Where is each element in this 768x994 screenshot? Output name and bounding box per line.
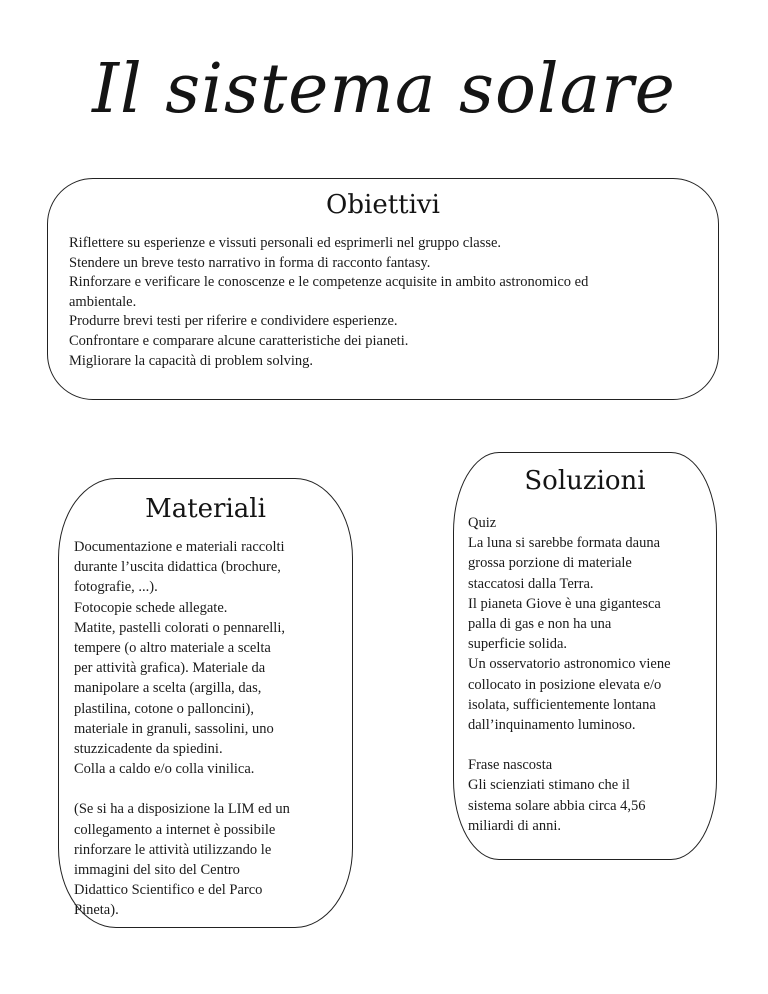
materiali-note-line: collegamento a internet è possibile [74, 821, 276, 838]
materiali-line: per attività grafica). Materiale da [74, 660, 266, 677]
materiali-note-line: Didattico Scientifico e del Parco [74, 882, 263, 899]
materiali-heading: Materiali [145, 494, 266, 524]
materiali-note-line: rinforzare le attività utilizzando le [74, 841, 272, 858]
materiali-line: Colla a caldo e/o colla vinilica. [74, 761, 255, 778]
obiettivi-line: ambientale. [69, 293, 137, 310]
materiali-line: Matite, pastelli colorati o pennarelli, [74, 619, 285, 636]
obiettivi-line: Confrontare e comparare alcune caratteristiche dei pianeti. [69, 332, 409, 349]
quiz-line: palla di gas e non ha una [468, 616, 612, 633]
quiz-line: Un osservatorio astronomico viene [468, 656, 671, 673]
materiali-note-line: immagini del sito del Centro [74, 862, 240, 879]
obiettivi-line: Produrre brevi testi per riferire e condividere esperienze. [69, 313, 398, 330]
paragraph-gap [74, 779, 290, 799]
materiali-line: materiale in granuli, sassolini, uno [74, 720, 274, 737]
obiettivi-line: Migliorare la capacità di problem solving. [69, 352, 314, 369]
materiali-note-line: (Se si ha a disposizione la LIM ed un [74, 801, 290, 818]
quiz-line: dall’inquinamento luminoso. [468, 717, 636, 734]
materiali-line: tempere (o altro materiale a scelta [74, 640, 271, 657]
materiali-box [58, 478, 353, 928]
frase-line: Gli scienziati stimano che il [468, 777, 630, 794]
quiz-line: grossa porzione di materiale [468, 555, 632, 572]
quiz-line: La luna si sarebbe formata dauna [468, 535, 661, 552]
soluzioni-heading: Soluzioni [524, 466, 646, 496]
materiali-line: plastilina, cotone o palloncini), [74, 700, 254, 717]
materiali-note-line: Pineta). [74, 902, 119, 919]
obiettivi-line: Stendere un breve testo narrativo in forma di racconto fantasy. [69, 254, 431, 271]
materiali-list [74, 537, 290, 921]
obiettivi-line: Riflettere su esperienze e vissuti personali ed esprimerli nel gruppo classe. [69, 235, 502, 251]
quiz-label: Quiz [468, 515, 497, 531]
materiali-line: durante l’uscita didattica (brochure, [74, 559, 281, 576]
frase-line: miliardi di anni. [468, 817, 562, 834]
quiz-line: superficie solida. [468, 636, 568, 653]
materiali-line: Fotocopie schede allegate. [74, 599, 228, 616]
frase-label: Frase nascosta [468, 757, 553, 774]
frase-line: sistema solare abbia circa 4,56 [468, 797, 646, 814]
materiali-line: fotografie, ...). [74, 579, 158, 596]
materiali-line: manipolare a scelta (argilla, das, [74, 680, 262, 697]
quiz-line: staccatosi dalla Terra. [468, 575, 594, 592]
obiettivi-line: Rinforzare e verificare le conoscenze e le competenze acquisite in ambito astronomico ed [69, 274, 589, 291]
materiali-line: Documentazione e materiali raccolti [74, 539, 285, 555]
quiz-line: isolata, sufficientemente lontana [468, 696, 656, 713]
page-title: Il sistema solare [92, 50, 676, 129]
soluzioni-box [453, 452, 717, 860]
obiettivi-list [69, 234, 588, 371]
quiz-line: collocato in posizione elevata e/o [468, 676, 662, 693]
quiz-line: Il pianeta Giove è una gigantesca [468, 595, 661, 612]
obiettivi-box [47, 178, 719, 400]
paragraph-gap [468, 735, 671, 755]
soluzioni-list [468, 513, 671, 836]
materiali-line: stuzzicadente da spiedini. [74, 741, 223, 758]
obiettivi-heading: Obiettivi [326, 190, 440, 220]
